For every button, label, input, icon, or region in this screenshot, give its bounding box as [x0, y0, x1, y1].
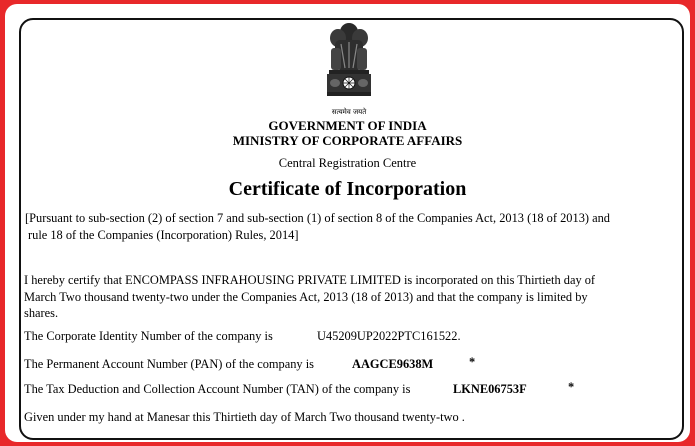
tan-label: The Tax Deduction and Collection Account Number (TAN) of the company is: [24, 382, 411, 396]
emblem-motto: सत्यमेव जयते: [331, 108, 367, 116]
given-under-line: Given under my hand at Manesar this Thirtieth day of March Two thousand twenty-two .: [24, 410, 465, 424]
government-heading: GOVERNMENT OF INDIA: [268, 118, 427, 133]
national-emblem-icon: [319, 18, 379, 118]
tan-value: LKNE06753F: [453, 382, 527, 396]
certify-line-3: shares.: [24, 306, 59, 320]
pan-value: AAGCE9638M: [352, 357, 434, 371]
pursuant-line-1: [Pursuant to sub-section (2) of section 7 and sub-section (1) of section 8 of the Companies Act, 2013 (18 of 2013) and: [25, 211, 610, 225]
cin-value: U45209UP2022PTC161522.: [317, 329, 461, 343]
certificate-title: Certificate of Incorporation: [228, 178, 467, 200]
certify-line-2: March Two thousand twenty-two under the Companies Act, 2013 (18 of 2013) and that the company is limited by: [24, 290, 588, 304]
pan-asterisk: *: [469, 355, 476, 369]
pursuant-line-2: rule 18 of the Companies (Incorporation) Rules, 2014]: [28, 228, 299, 242]
cin-label: The Corporate Identity Number of the company is: [24, 329, 273, 343]
registration-centre: Central Registration Centre: [278, 156, 417, 170]
certify-line-1: I hereby certify that ENCOMPASS INFRAHOUSING PRIVATE LIMITED is incorporated on this Thirtieth day of: [24, 273, 596, 287]
tan-asterisk: *: [568, 380, 575, 394]
ministry-heading: MINISTRY OF CORPORATE AFFAIRS: [232, 133, 463, 148]
pan-label: The Permanent Account Number (PAN) of the company is: [24, 357, 314, 371]
